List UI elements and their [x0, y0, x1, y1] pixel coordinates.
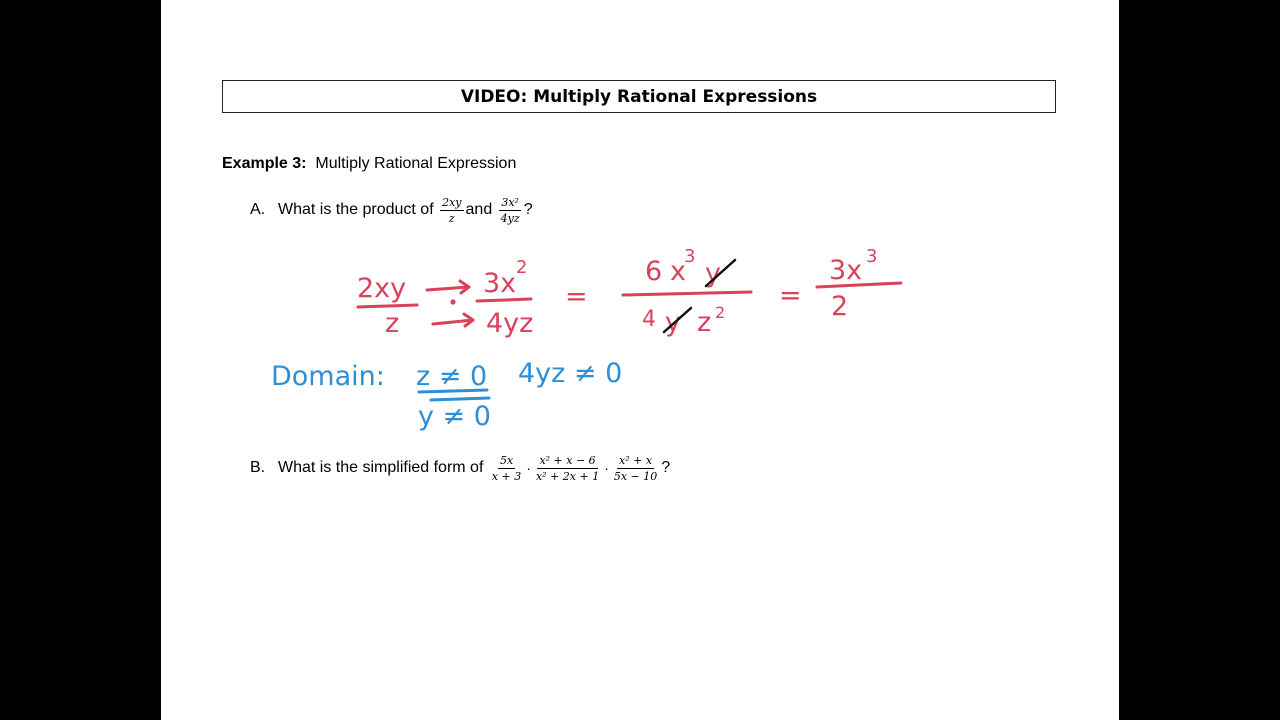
hw-mid-den-exponent: 2 — [715, 303, 726, 322]
hw-mid-den-y: y — [665, 307, 681, 338]
hw-multiply-dot — [450, 299, 455, 304]
fraction-numerator: 3x² — [501, 195, 519, 209]
hw-mid-coefficient: 6 — [645, 256, 663, 287]
hw-result-exponent: 3 — [866, 246, 878, 267]
question-a-joiner: and — [465, 201, 493, 218]
hw-domain-condition-3: y ≠ 0 — [418, 401, 491, 432]
fraction-numerator: 2xy — [442, 195, 462, 209]
fraction-numerator: 5x — [499, 453, 514, 467]
hw-domain-condition-2: 4yz ≠ 0 — [518, 358, 623, 389]
question-b-label: B. — [250, 459, 266, 476]
hw-fraction2-numerator: 3x — [483, 268, 517, 299]
fraction-denominator: x² + 2x + 1 — [535, 469, 600, 483]
question-b-end: ? — [661, 459, 671, 476]
question-a-label: A. — [250, 201, 266, 218]
hw-fraction2-bar — [477, 299, 531, 301]
worksheet-page — [161, 0, 1119, 720]
question-a-text: What is the product of — [278, 201, 434, 218]
fraction-numerator: x² + x − 6 — [539, 453, 596, 467]
multiply-dot: · — [526, 460, 531, 476]
hw-arrow-top — [427, 281, 469, 293]
hw-fraction1-numerator: 2xy — [357, 273, 407, 304]
question-a-end: ? — [523, 201, 533, 218]
hw-result-numerator: 3x — [829, 255, 863, 286]
hw-fraction1-denominator: z — [385, 308, 400, 339]
fraction-numerator: x² + x — [619, 453, 653, 467]
hw-domain-label: Domain: — [271, 361, 385, 392]
hw-mid-x: x — [670, 256, 686, 287]
hw-fraction1-bar — [358, 305, 417, 307]
page-title: VIDEO: Multiply Rational Expressions — [460, 86, 818, 107]
multiply-dot: · — [604, 460, 609, 476]
fraction-denominator: 5x − 10 — [613, 469, 658, 483]
hw-equals-2: = — [779, 280, 802, 311]
hw-domain-condition-1: z ≠ 0 — [416, 361, 488, 392]
hw-fraction2-denominator: 4yz — [486, 308, 534, 339]
hw-arrow-bottom — [433, 314, 473, 326]
hw-result-denominator: 2 — [831, 291, 849, 322]
hw-underline — [419, 390, 489, 400]
hw-mid-den-coefficient: 4 — [642, 307, 656, 332]
question-b-text: What is the simplified form of — [278, 459, 484, 476]
hw-mid-bar — [623, 292, 751, 295]
hw-mid-y: y — [705, 258, 721, 289]
fraction-denominator: z — [448, 211, 455, 225]
handwritten-solution — [161, 0, 1119, 720]
fraction-denominator: x + 3 — [491, 469, 522, 483]
hw-fraction2-exponent: 2 — [516, 257, 528, 278]
example-title: Multiply Rational Expression — [315, 155, 517, 172]
hw-mid-exponent: 3 — [684, 246, 696, 267]
hw-mid-den-z: z — [697, 307, 712, 338]
fraction-denominator: 4yz — [500, 211, 520, 225]
hw-equals-1: = — [565, 281, 588, 312]
example-label: Example 3: — [222, 155, 307, 172]
